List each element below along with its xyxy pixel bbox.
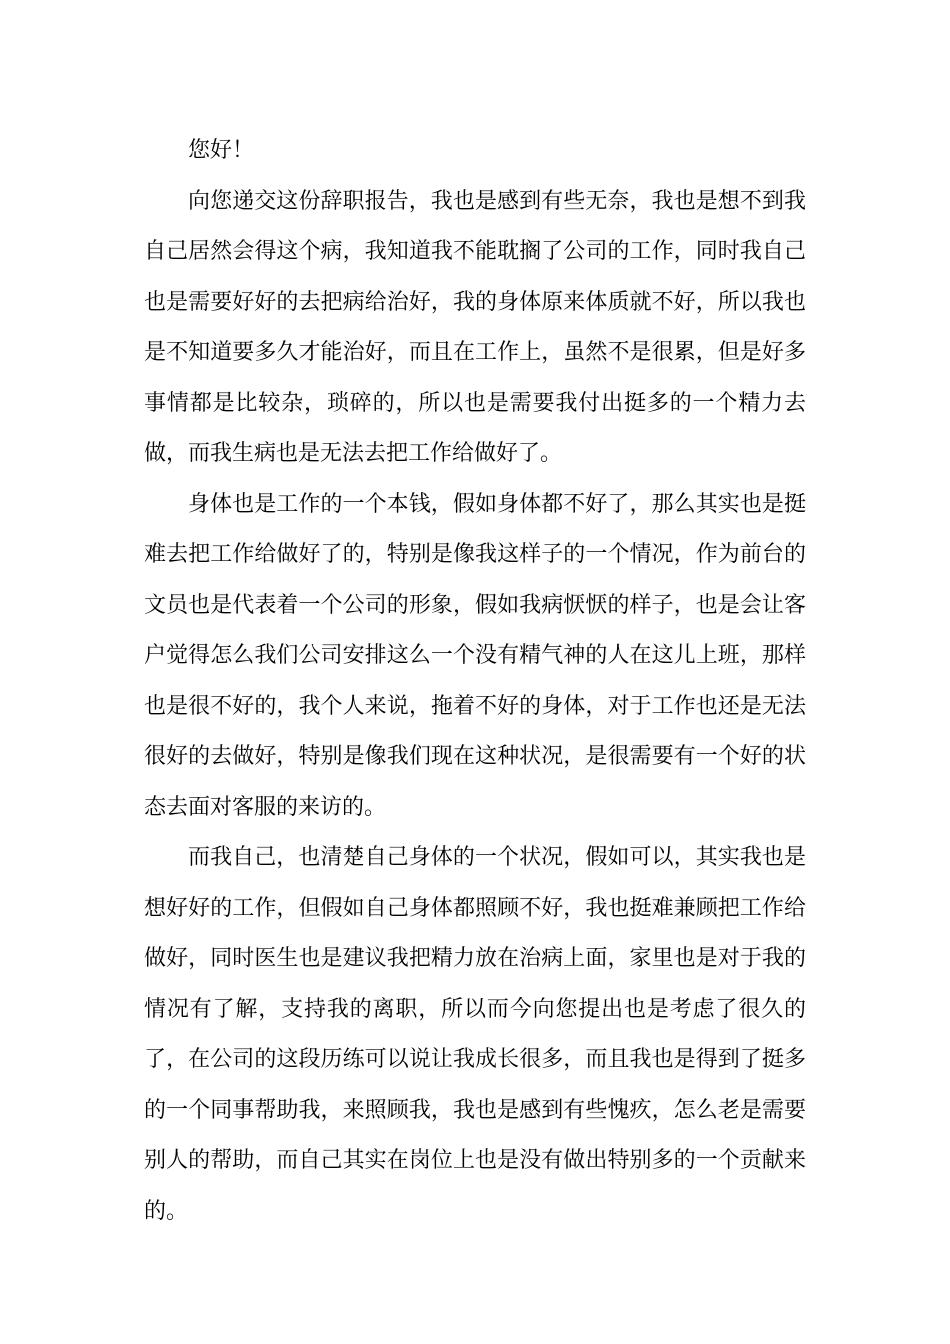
paragraph-1: 向您递交这份辞职报告，我也是感到有些无奈，我也是想不到我自己居然会得这个病，我知道我不能耽搁了公司的工作，同时我自己也是需要好好的去把病给治好，我的身体原来体质就不好，所以我也是不知道要多久才能治好，而且在工作上，虽然不是很累，但是好多事情都是比较杂，琐碎的，所以也是需要我付出挺多的一个精力去做，而我生病也是无法去把工作给做好了。 <box>144 188 806 466</box>
paragraph-3: 而我自己，也清楚自己身体的一个状况，假如可以，其实我也是想好好的工作，但假如自己身体都照顾不好，我也挺难兼顾把工作给做好，同时医生也是建议我把精力放在治病上面，家里也是对于我的情况有了解，支持我的离职，所以而今向您提出也是考虑了很久的了，在公司的这段历练可以说让我成长很多，而且我也是得到了挺多的一个同事帮助我，来照顾我，我也是感到有些愧疚，怎么老是需要别人的帮助，而自己其实在岗位上也是没有做出特别多的一个贡献来的。 <box>144 845 806 1224</box>
letter-body <box>144 126 806 1237</box>
greeting: 您好！ <box>188 138 255 163</box>
paragraph-2: 身体也是工作的一个本钱，假如身体都不好了，那么其实也是挺难去把工作给做好了的，特别是像我这样子的一个情况，作为前台的文员也是代表着一个公司的形象，假如我病恹恹的样子，也是会让客户觉得怎么我们公司安排这么一个没有精气神的人在这儿上班，那样也是很不好的，我个人来说，拖着不好的身体，对于工作也还是无法很好的去做好，特别是像我们现在这种状况，是很需要有一个好的状态去面对客服的来访的。 <box>144 491 806 820</box>
